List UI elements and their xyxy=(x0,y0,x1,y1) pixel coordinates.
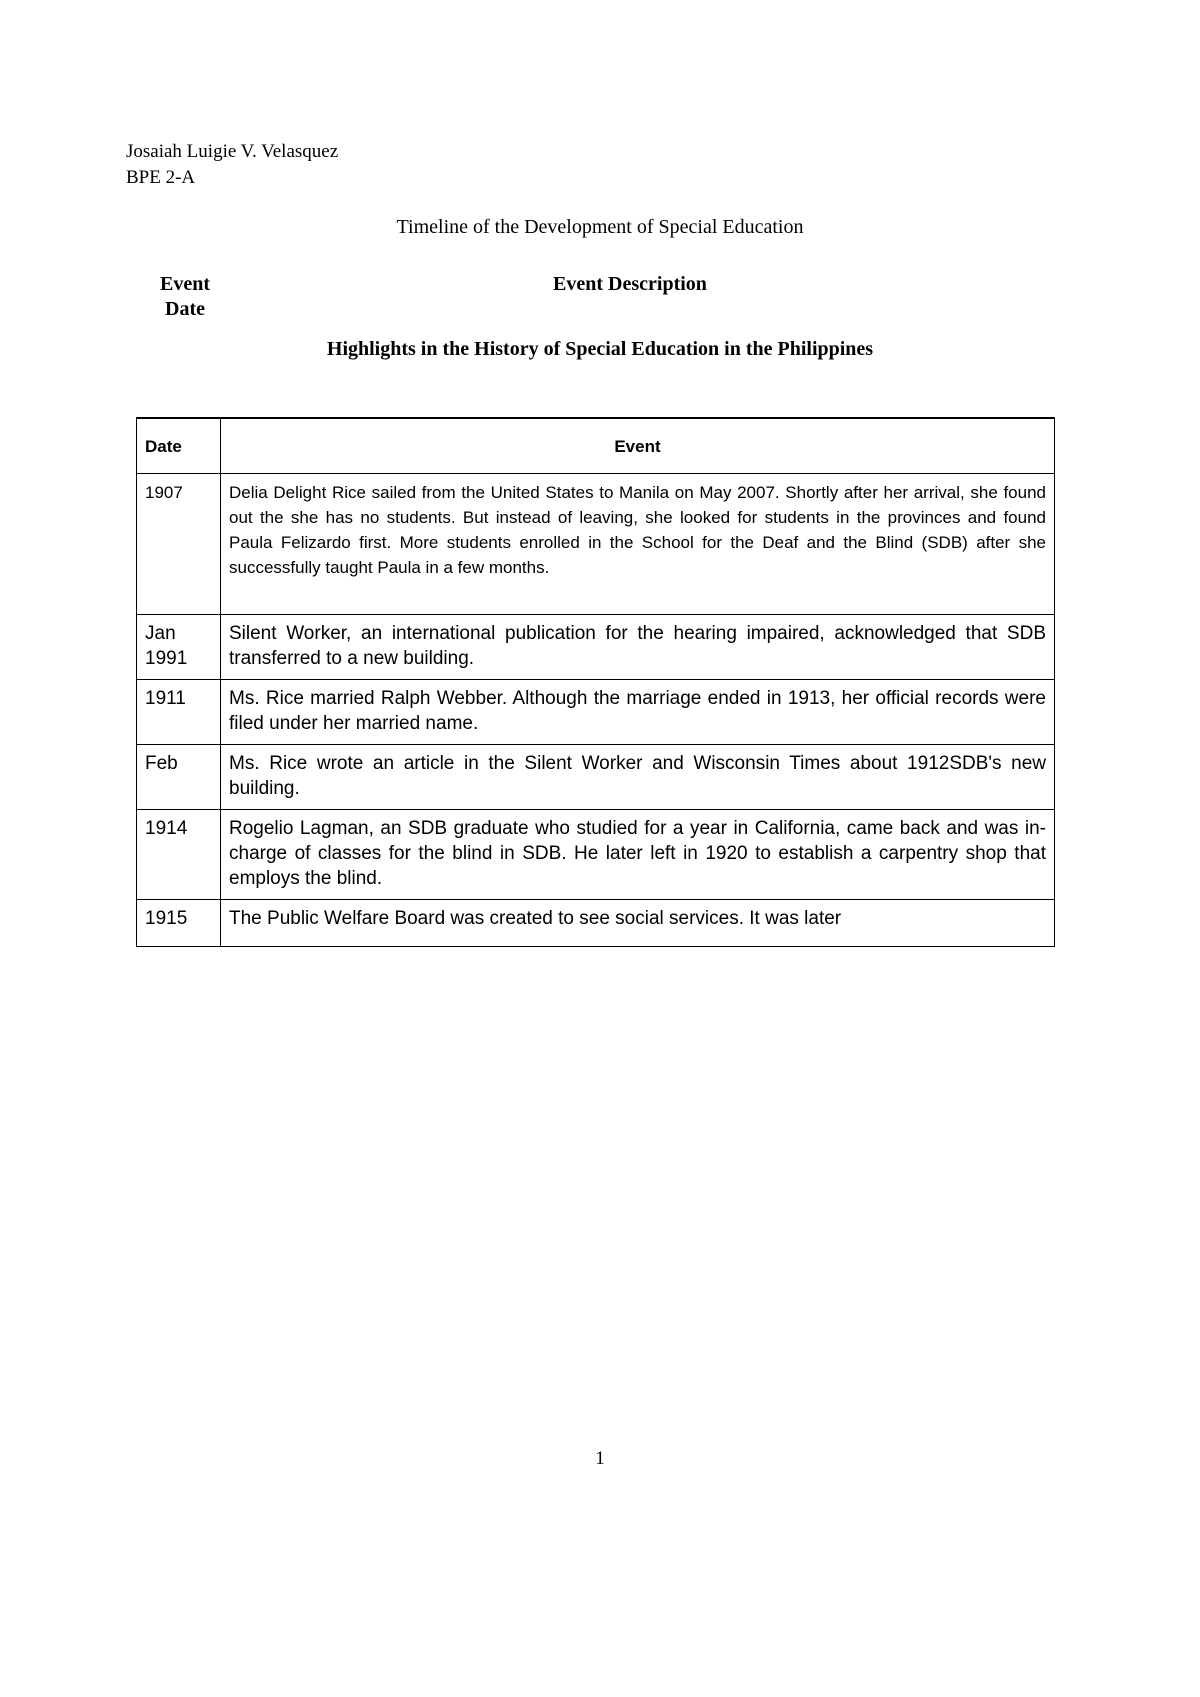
timeline-table xyxy=(136,417,1055,947)
row-event: The Public Welfare Board was created to see social services. It was later xyxy=(221,900,1055,947)
row-date: 1914 xyxy=(137,810,221,900)
date-column-header: Date xyxy=(137,418,221,474)
row-date: 1907 xyxy=(137,474,221,615)
row-date: Jan 1991 xyxy=(137,615,221,680)
row-date: 1911 xyxy=(137,680,221,745)
event-description-heading: Event Description xyxy=(553,273,707,295)
row-date: Feb xyxy=(137,745,221,810)
row-date: 1915 xyxy=(137,900,221,947)
table-row xyxy=(137,474,1055,615)
table-row xyxy=(137,900,1055,947)
table-row xyxy=(137,680,1055,745)
document-title: Timeline of the Development of Special Education xyxy=(396,216,804,238)
table-row xyxy=(137,810,1055,900)
row-event: Ms. Rice married Ralph Webber. Although the marriage ended in 1913, her official records were filed under her married name. xyxy=(221,680,1055,745)
row-event: Rogelio Lagman, an SDB graduate who studied for a year in California, came back and was in-charge of classes for the blind in SDB. He later left in 1920 to establish a carpentry shop that employs the blind. xyxy=(221,810,1055,900)
event-column-header: Event xyxy=(221,418,1055,474)
row-event: Silent Worker, an international publication for the hearing impaired, acknowledged that SDB transferred to a new building. xyxy=(221,615,1055,680)
author-name: Josaiah Luigie V. Velasquez xyxy=(126,141,339,162)
table-header-row xyxy=(137,418,1055,474)
author-section: BPE 2-A xyxy=(126,167,196,188)
document-subtitle: Highlights in the History of Special Education in the Philippines xyxy=(326,338,874,360)
row-event: Ms. Rice wrote an article in the Silent Worker and Wisconsin Times about 1912SDB's new building. xyxy=(221,745,1055,810)
event-date-heading: Event Date xyxy=(160,273,210,320)
page-number: 1 xyxy=(595,1448,605,1469)
author-block xyxy=(126,139,338,191)
row-event: Delia Delight Rice sailed from the United States to Manila on May 2007. Shortly after her arrival, she found out the she has no students. But instead of leaving, she looked for students in the provinces and found Paula Felizardo first. More students enrolled in the School for the Deaf and the Blind (SDB) after she successfully taught Paula in a few months. xyxy=(221,474,1055,615)
table-row xyxy=(137,615,1055,680)
table-row xyxy=(137,745,1055,810)
